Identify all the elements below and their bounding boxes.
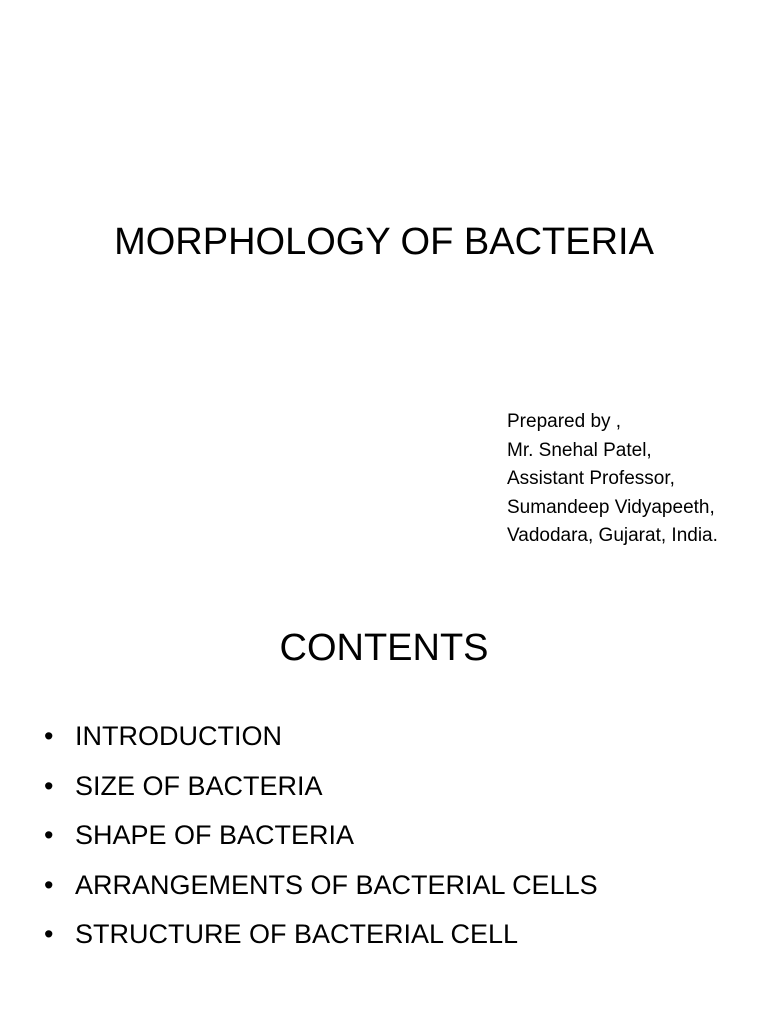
bullet-icon: • [44, 820, 54, 850]
byline-line: Assistant Professor, [507, 468, 675, 489]
list-item-label: ARRANGEMENTS OF BACTERIAL CELLS [75, 869, 598, 900]
bullet-icon: • [44, 919, 54, 949]
bullet-icon: • [44, 770, 54, 801]
bullet-icon: • [44, 721, 54, 751]
contents-list [44, 712, 598, 960]
slide-title: MORPHOLOGY OF BACTERIA [114, 221, 654, 263]
list-item [44, 861, 598, 911]
bullet-icon: • [44, 869, 54, 900]
contents-heading: CONTENTS [279, 627, 489, 669]
byline-line: Vadodara, Gujarat, India. [507, 525, 718, 546]
byline-line: Sumandeep Vidyapeeth, [507, 496, 715, 518]
byline-line: Prepared by , [507, 411, 622, 432]
byline-line: Mr. Snehal Patel, [507, 439, 652, 461]
list-item [44, 811, 598, 861]
contents-slide [0, 576, 768, 1024]
list-item [44, 712, 598, 762]
list-item [44, 762, 598, 812]
list-item-label: STRUCTURE OF BACTERIAL CELL [75, 919, 519, 949]
list-item-label: INTRODUCTION [75, 721, 282, 751]
list-item-label: SHAPE OF BACTERIA [75, 820, 355, 850]
author-block [507, 408, 718, 551]
list-item [44, 910, 598, 960]
list-item-label: SIZE OF BACTERIA [75, 770, 323, 801]
